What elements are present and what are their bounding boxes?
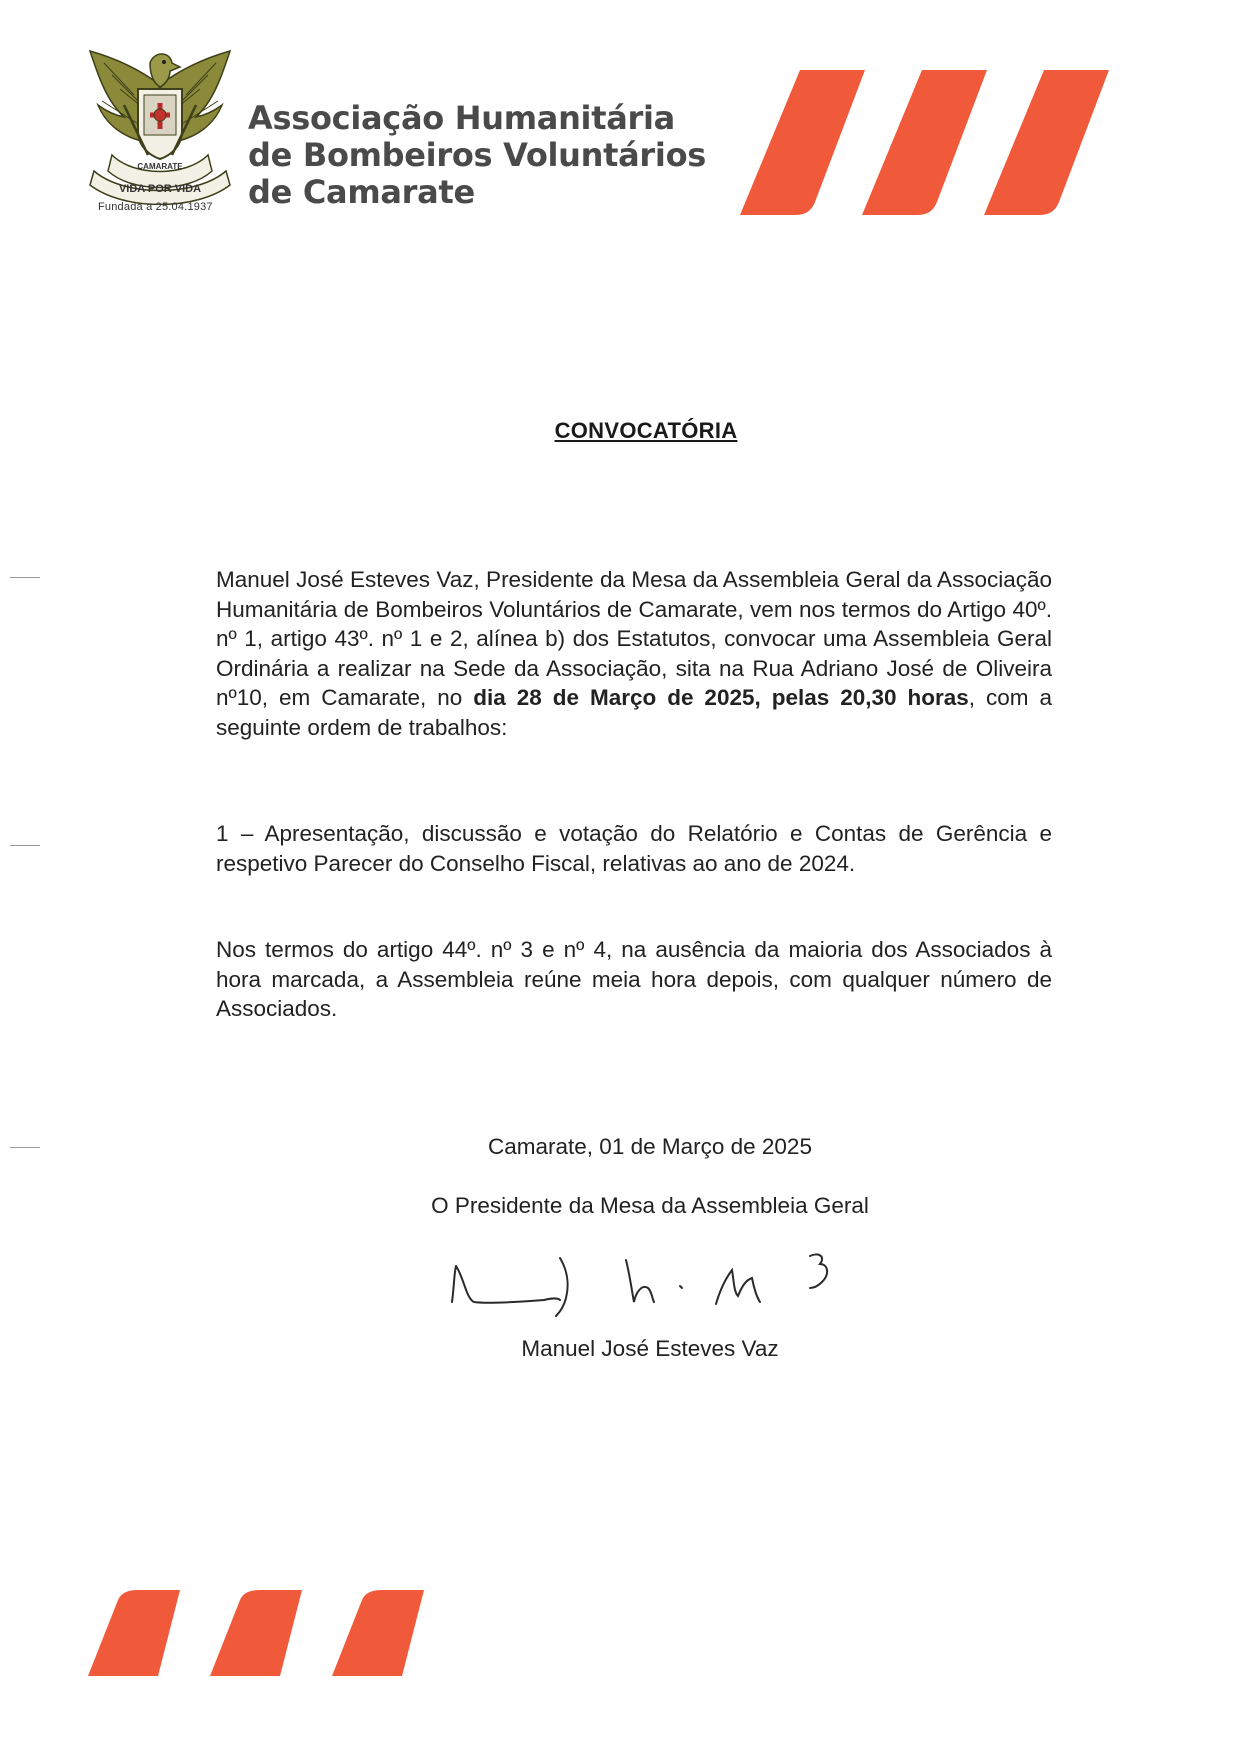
agenda-item: 1 – Apresentação, discussão e votação do Relatório e Contas de Gerência e respetivo Parecer do Conselho Fiscal, relativas ao ano de 2024. (216, 821, 1052, 876)
organization-name (248, 100, 706, 211)
brand-stripe-5 (210, 1590, 302, 1676)
svg-text:VIDA POR VIDA: VIDA POR VIDA (118, 183, 202, 195)
quorum-note: Nos termos do artigo 44º. nº 3 e nº 4, na ausência da maioria dos Associados à hora marcada, a Assembleia reúne meia hora depois, com qualquer número de Associados. (216, 937, 1052, 1021)
org-name-line-1: Associação Humanitária (248, 99, 675, 137)
org-name-line-2: de Bombeiros Voluntários (248, 136, 707, 174)
meeting-date-time: dia 28 de Março de 2025, pelas 20,30 horas (473, 685, 969, 710)
brand-stripe-4 (88, 1590, 180, 1676)
margin-mark (10, 577, 40, 578)
handwritten-signature (448, 1240, 878, 1320)
brand-stripe-1 (740, 70, 865, 215)
brand-stripes-bottom (88, 1590, 448, 1680)
document-title: CONVOCATÓRIA (554, 418, 738, 443)
brand-stripes-top (740, 70, 1160, 215)
founded-date: Fundada a 25.04.1937 (98, 201, 213, 213)
paragraph-text-end: , com a seguinte ordem de trabalhos: (216, 685, 1052, 740)
brand-stripe-6 (332, 1590, 424, 1676)
signer-role: O Presidente da Mesa da Assembleia Geral (431, 1193, 869, 1218)
svg-text:CAMARATE: CAMARATE (137, 162, 183, 171)
signer-name: Manuel José Esteves Vaz (521, 1336, 779, 1361)
margin-mark (10, 1147, 40, 1148)
convocation-paragraph (216, 565, 1052, 742)
brand-stripe-2 (862, 70, 987, 215)
org-name-line-3: de Camarate (248, 173, 475, 211)
margin-mark (10, 845, 40, 846)
fire-brigade-emblem (84, 45, 236, 205)
paragraph-text: Manuel José Esteves Vaz, Presidente da Mesa da Assembleia Geral da Associação Humanitária de Bombeiros Voluntários de Camarate, vem nos termos do Artigo 40º. nº 1, artigo 43º. nº 1 e 2, alínea b) dos Estatutos, convocar uma Assembleia Geral Ordinária a realizar na Sede da Associação, sita na Rua Adriano José de Oliveira nº10, em Camarate, no (216, 567, 1052, 710)
brand-stripe-3 (984, 70, 1109, 215)
place-date: Camarate, 01 de Março de 2025 (488, 1134, 812, 1159)
